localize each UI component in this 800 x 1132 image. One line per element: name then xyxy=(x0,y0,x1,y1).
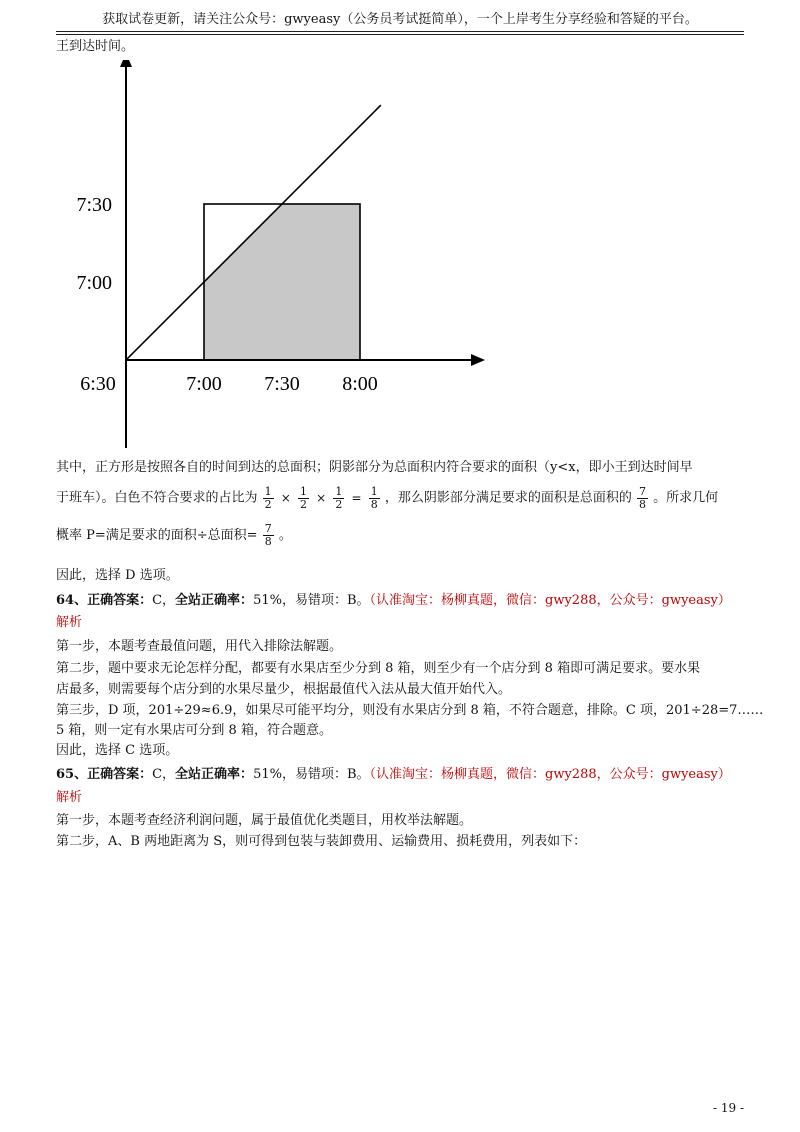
intro-line: 王到达时间。 xyxy=(56,39,135,54)
q65-rate-label: 全站正确率： xyxy=(175,767,254,782)
explain-p2-c: 。所求几何 xyxy=(653,490,719,506)
explain-p2-a: 于班车）。白色不符合要求的占比为 xyxy=(56,490,258,506)
equals: = xyxy=(351,491,362,505)
y-tick-label: 7:30 xyxy=(76,194,112,216)
q65-promo: （认准淘宝：杨柳真题，微信：gwy288，公众号：gwyeasy） xyxy=(369,767,731,782)
explain-p2-b: ，那么阴影部分满足要求的面积是总面积的 xyxy=(384,490,632,506)
explain-p3 xyxy=(56,523,292,549)
explain-p3-b: 。 xyxy=(278,528,292,543)
q64-head: 64、正确答案： xyxy=(56,593,153,608)
q64-step3b: 5 箱，则一定有水果店可分到 8 箱，符合题意。 xyxy=(56,723,332,738)
x-tick-label: 8:00 xyxy=(342,373,378,395)
times-2: × xyxy=(316,491,327,505)
q64-answer-line xyxy=(56,592,731,610)
q65-step1: 第一步，本题考查经济利润问题，属于最值优化类题目，用枚举法解题。 xyxy=(56,813,473,828)
q65-answer: C， xyxy=(152,767,176,782)
x-tick-label: 7:00 xyxy=(186,373,222,395)
explain-p3-a: 概率 P=满足要求的面积÷总面积= xyxy=(56,528,258,543)
q64-answer: C， xyxy=(152,593,176,608)
y-tick-label: 7:00 xyxy=(76,272,112,294)
fraction-eighth: $\frac{1}{8}$ xyxy=(370,484,378,511)
fraction-seven-eighths-2: $\frac{7}{8}$ xyxy=(264,522,272,548)
q65-head: 65、正确答案： xyxy=(56,767,153,782)
q64-rate-label: 全站正确率： xyxy=(175,593,254,608)
explain-p2 xyxy=(56,484,718,513)
explain-p1: 其中，正方形是按照各自的时间到达的总面积；阴影部分为总面积内符合要求的面积（y<x，即小王到达时间早 xyxy=(56,460,693,475)
fraction-half-1: $\frac{1}{2}$ xyxy=(264,484,272,511)
q64-step3a: 第三步，D 项，201÷29≈6.9，如果尽可能平均分，则没有水果店分到 8 箱，不符合题意，排除。C 项，201÷28=7…… xyxy=(56,703,764,718)
x-tick-label: 6:30 xyxy=(80,373,116,395)
fraction-seven-eighths-1: $\frac{7}{8}$ xyxy=(638,484,646,511)
y-axis-arrow xyxy=(120,60,132,67)
x-axis-arrow xyxy=(471,354,485,366)
q64-step2b: 店最多，则需要每个店分到的水果尽量少，根据最值代入法从最大值开始代入。 xyxy=(56,682,512,697)
fraction-half-3: $\frac{1}{2}$ xyxy=(335,484,343,511)
q65-step2: 第二步，A、B 两地距离为 S，则可得到包装与装卸费用、运输费用、损耗费用，列表如下： xyxy=(56,834,587,849)
q64-conclusion: 因此，选择 C 选项。 xyxy=(56,743,179,758)
q65-answer-line xyxy=(56,766,731,784)
q64-promo: （认准淘宝：杨柳真题，微信：gwy288，公众号：gwyeasy） xyxy=(369,593,731,608)
explain-p4: 因此，选择 D 选项。 xyxy=(56,568,179,583)
q64-jiexi: 解析 xyxy=(56,615,83,630)
x-tick-label: 7:30 xyxy=(264,373,300,395)
times-1: × xyxy=(280,491,291,505)
q65-jiexi: 解析 xyxy=(56,790,83,805)
time-diagram xyxy=(60,60,520,460)
page-number: - 19 - xyxy=(712,1101,744,1115)
q64-rate: 51%，易错项：B。 xyxy=(253,593,370,608)
q65-rate: 51%，易错项：B。 xyxy=(253,767,370,782)
q64-step1: 第一步，本题考查最值问题，用代入排除法解题。 xyxy=(56,639,343,654)
fraction-half-2: $\frac{1}{2}$ xyxy=(300,484,307,511)
page-header: 获取试卷更新，请关注公众号：gwyeasy（公务员考试挺简单），一个上岸考生分享经验和答疑的平台。 xyxy=(56,8,744,32)
q64-step2a: 第二步，题中要求无论怎样分配，都要有水果店至少分到 8 箱，则至少有一个店分到 8 箱即可满足要求。要水果 xyxy=(56,661,701,676)
